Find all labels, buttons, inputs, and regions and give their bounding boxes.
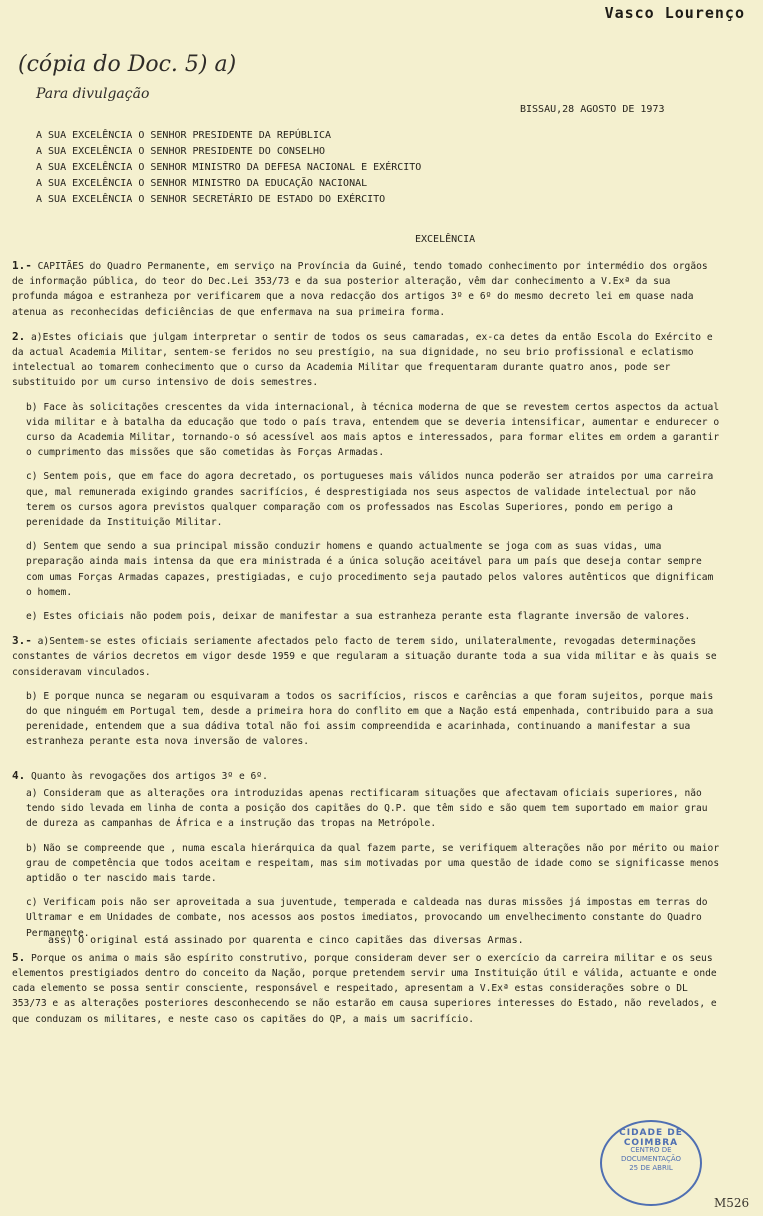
recipient-line: A SUA EXCELÊNCIA O SENHOR SECRETÁRIO DE ESTADO DO EXÉRCITO	[36, 194, 386, 205]
closing-signature-note: ass) O original está assinado por quarenta e cinco capitães das diversas Armas.	[48, 935, 524, 946]
paragraph-text: CAPITÃES do Quadro Permanente, em serviço na Província da Guiné, tendo tomado conhecimento por intermédio dos orgãos de informação pública, do teor do Dec.Lei 353/73 e da sua posterior alteração, vêm dar conhecimento a V.Exª da sua profunda mágoa e estranheza por verificarem que a nova redacção dos artigos 3º e 6º do mesmo decreto lei em quase nada atenua as reconhecidas deficiências de que enfermava na sua primeira forma.	[12, 261, 708, 318]
paragraph-number: 4.	[12, 768, 26, 782]
paragraph-2e	[12, 609, 720, 624]
letter-body	[12, 258, 720, 1036]
paragraph-2b	[12, 400, 720, 461]
date-line: BISSAU,28 AGOSTO DE 1973	[520, 104, 665, 115]
paragraph-number: 1.-	[12, 259, 32, 272]
paragraph-4a	[12, 786, 720, 832]
paragraph-number: 3.-	[12, 634, 32, 648]
stamp-outer-text: CIDADE DE COIMBRA	[619, 1128, 683, 1148]
paragraph-text: Quanto às revogações dos artigos 3º e 6º.	[31, 770, 268, 782]
paragraph-4c	[12, 895, 720, 941]
recipient-line: A SUA EXCELÊNCIA O SENHOR MINISTRO DA DEFESA NACIONAL E EXÉRCITO	[36, 162, 422, 173]
handwritten-note-disclosure: Para divulgação	[36, 86, 150, 102]
paragraph-text: c) Sentem pois, que em face do agora decretado, os portugueses mais válidos nunca poderão ser atraidos por uma carreira que, mal remunerada exigindo grandes sacrifícios, é desprestigiada nos seus aspectos de validade intelectual por não terem os cursos agora previstos qualquer comparação com os professados nas Escolas Superiores, pondo em perigo a perenidade da Instituição Militar.	[26, 471, 714, 529]
paragraph-text: a) Consideram que as alterações ora introduzidas apenas rectificaram situações que afectavam oficiais superiores, não tendo sido levada em linha de conta a posição dos capitães do Q.P. que têm sido e são quem tem suportado em maior grau de dureza as campanhas de África e a instrução das tropas na Metrópole.	[26, 787, 708, 830]
salutation: EXCELÊNCIA	[415, 234, 476, 245]
stamp-inner-text: CENTRO DE DOCUMENTAÇÃO 25 DE ABRIL	[620, 1146, 682, 1172]
paragraph-4b	[12, 841, 720, 887]
paragraph-4	[12, 768, 720, 784]
paragraph-text: b) Face às solicitações crescentes da vida internacional, à técnica moderna de que se revestem certos aspectos da actual vida militar e à batalha da educação que todo o país trava, entendem que se deveria intensificar, aumentar e endurecer o curso da Academia Militar, tornando-o só acessível aos mais aptos e interessados, para formar elites em ordem a garantir o cumprimento das missões que são cometidas às Forças Armadas.	[26, 401, 720, 459]
paragraph-5	[12, 950, 720, 1027]
handwritten-note-copy: (cópia do Doc. 5) a)	[18, 52, 237, 77]
page-mark: M526	[714, 1196, 750, 1210]
paragraph-text: a)Sentem-se estes oficiais seriamente afectados pelo facto de terem sido, unilateralmente, revogadas determinações constantes de vários decretos em vigor desde 1959 e que regularam a situação durante toda a sua vida militar e às quais se consideravam vinculados.	[12, 636, 717, 678]
paragraph-text: b) E porque nunca se negaram ou esquivaram a todos os sacrifícios, riscos e carências a que foram sujeitos, porque mais do que ninguém em Portugal tem, desde a primeira hora do conflito em que a Nação está empenhada, contribuido para a sua perenidade, entendem que a sua dádiva total não foi assim compreendida e acarinhada, continuando a manifestar a sua estranheza perante esta nova inversão de valores.	[26, 690, 714, 748]
recipient-line: A SUA EXCELÊNCIA O SENHOR PRESIDENTE DO CONSELHO	[36, 146, 325, 157]
paragraph-3b	[12, 689, 720, 750]
archive-stamp	[600, 1120, 702, 1206]
paragraph-text: Porque os anima o mais são espírito construtivo, porque consideram dever ser o exercício da carreira militar e os seus elementos prestigiados dentro do conceito da Nação, porque pretendem servir uma Instituição útil e válida, actuante e onde cada elemento se possa sentir consciente, responsável e respeitado, apresentam a V.Exª estas considerações sobre o DL 353/73 e as alterações posteriores desconhecendo se não estarão em causa superiores interesses do Estado, não revelados, e que conduzam os militares, e neste caso os capitães do QP, a mais um sacrifício.	[12, 952, 717, 1025]
paragraph-2c	[12, 469, 720, 530]
paragraph-text: c) Verificam pois não ser aproveitada a sua juventude, temperada e caldeada nas duras missões já impostas em terras do Ultramar e em Unidades de combate, nos acessos aos postos imediatos, provocando um envelhecimento constante do Quadro Permanente.	[26, 897, 708, 939]
paragraph-number: 5.	[12, 950, 26, 964]
paragraph-2a	[12, 329, 720, 391]
paragraph-1	[12, 258, 720, 320]
recipient-line: A SUA EXCELÊNCIA O SENHOR PRESIDENTE DA REPÚBLICA	[36, 130, 332, 141]
paragraph-text: e) Estes oficiais não podem pois, deixar de manifestar a sua estranheza perante esta flagrante inversão de valores.	[26, 611, 691, 623]
recipients-block	[36, 128, 421, 208]
author-name-stamp: Vasco Lourenço	[604, 4, 745, 22]
paragraph-number: 2.	[12, 329, 26, 343]
paragraph-text: b) Não se compreende que , numa escala hierárquica da qual fazem parte, se verifiquem alterações não por mérito ou maior grau de competência que todos aceitam e respeitam, mas sim motivadas por uma questão de idade como se significasse menos aptidão o ter nascido mais tarde.	[26, 842, 720, 884]
paragraph-text: a)Estes oficiais que julgam interpretar o sentir de todos os seus camaradas, ex-ca detes da então Escola do Exército e da actual Academia Militar, sentem-se feridos no seu prestígio, na sua dignidade, no seu brio profissional e eclatismo intelectual ao tomarem conhecimento que o curso da Academia Militar que frequentaram durante quatro anos, pode ser substituido por um curso intensivo de dois semestres.	[12, 331, 713, 389]
paragraph-text: d) Sentem que sendo a sua principal missão conduzir homens e quando actualmente se joga com as suas vidas, uma preparação ainda mais intensa da que era ministrada é a única solução aceitável para um país que deseja contar sempre com umas Forças Armadas capazes, prestigiadas, e cujo procedimento seja pautado pelos valores autênticos que dignificam o homem.	[26, 541, 714, 598]
recipient-line: A SUA EXCELÊNCIA O SENHOR MINISTRO DA EDUCAÇÃO NACIONAL	[36, 178, 368, 189]
paragraph-3a	[12, 633, 720, 680]
paragraph-2d	[12, 539, 720, 600]
